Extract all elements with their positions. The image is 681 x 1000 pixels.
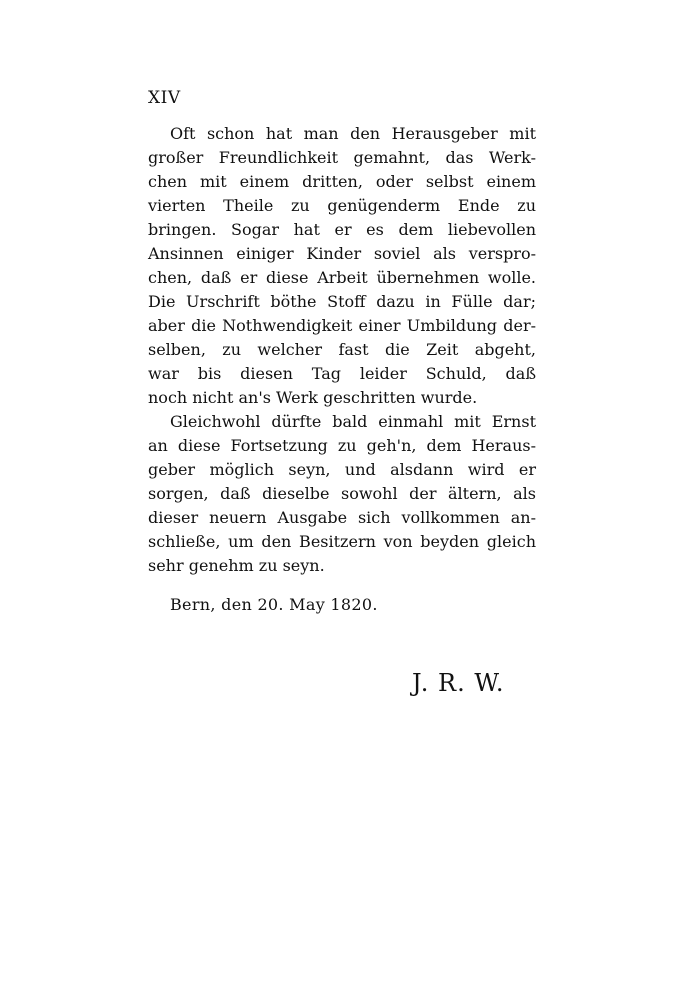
text-line: noch nicht an's Werk geschritten wurde. bbox=[148, 388, 478, 407]
text-line: chen mit einem dritten, oder selbst einem bbox=[148, 172, 536, 191]
text-line: sorgen, daß dieselbe sowohl der ältern, als bbox=[148, 484, 536, 503]
body-text bbox=[148, 122, 536, 578]
text-line: geber möglich seyn, und alsdann wird er bbox=[148, 460, 536, 479]
text-line: aber die Nothwendigkeit einer Umbildung der- bbox=[148, 316, 536, 335]
dateline: Bern, den 20. May 1820. bbox=[170, 595, 378, 614]
page-number: XIV bbox=[148, 88, 181, 108]
signature-initials: J. R. W. bbox=[412, 669, 505, 697]
text-line: dieser neuern Ausgabe sich vollkommen an- bbox=[148, 508, 536, 527]
text-line: chen, daß er diese Arbeit übernehmen wolle. bbox=[148, 268, 536, 287]
text-line: an diese Fortsetzung zu geh'n, dem Heraus- bbox=[148, 436, 536, 455]
text-line: sehr genehm zu seyn. bbox=[148, 556, 325, 575]
text-line: bringen. Sogar hat er es dem liebevollen bbox=[148, 220, 536, 239]
text-line: Oft schon hat man den Herausgeber mit bbox=[170, 124, 536, 143]
text-line: war bis diesen Tag leider Schuld, daß bbox=[148, 364, 536, 383]
text-line: Ansinnen einiger Kinder soviel als verspro- bbox=[148, 244, 536, 263]
text-line: selben, zu welcher fast die Zeit abgeht, bbox=[148, 340, 536, 359]
text-line: großer Freundlichkeit gemahnt, das Werk- bbox=[148, 148, 536, 167]
text-line: schließe, um den Besitzern von beyden gleich bbox=[148, 532, 536, 551]
text-line: vierten Theile zu genügenderm Ende zu bbox=[148, 196, 536, 215]
text-line: Die Urschrift böthe Stoff dazu in Fülle dar; bbox=[148, 292, 536, 311]
text-line: Gleichwohl dürfte bald einmahl mit Ernst bbox=[170, 412, 536, 431]
